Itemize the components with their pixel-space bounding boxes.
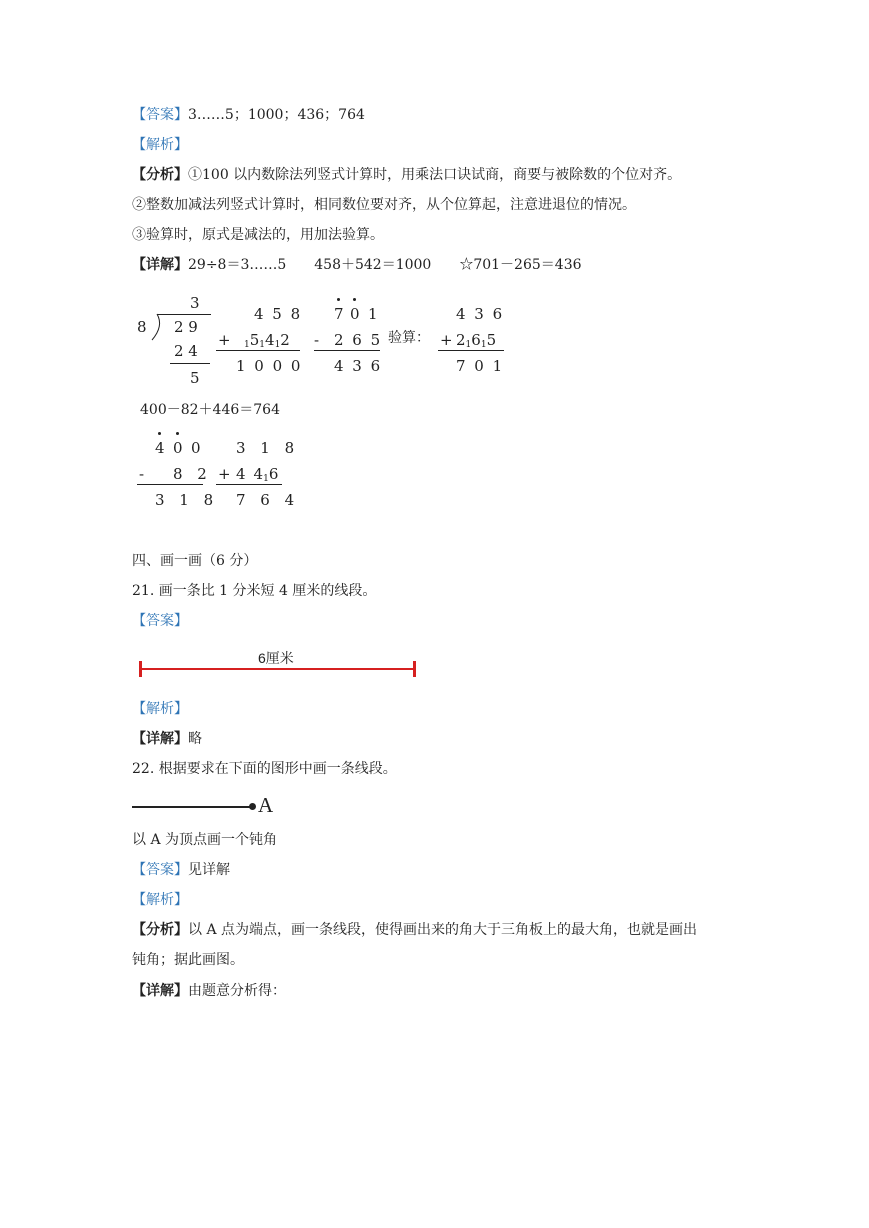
- segment-endcap-right: [413, 661, 416, 677]
- plus-sign: +: [218, 331, 231, 349]
- ray-figure: [132, 794, 282, 820]
- answer-text: 3……5；1000；436；764: [188, 107, 365, 123]
- minuend-digit: 0: [191, 439, 201, 457]
- answer-tag: 【答案】: [132, 613, 188, 629]
- minuend-digit: 7: [334, 305, 344, 323]
- difference-line: [137, 484, 203, 485]
- division-line: [170, 363, 210, 364]
- segment-endcap-left: [139, 661, 142, 677]
- detail-line: [132, 255, 582, 275]
- detail-tag: 【详解】: [132, 731, 188, 747]
- check-top: 4 3 6: [456, 305, 505, 323]
- difference-line: [314, 350, 380, 351]
- equation-2: 400－82＋446＝764: [140, 402, 280, 418]
- borrow-dot: [353, 298, 356, 301]
- subtrahend: 8 2: [173, 465, 212, 483]
- borrow-dot: [158, 432, 161, 435]
- sum-result: 7 6 4: [236, 491, 300, 509]
- q22-analysis-heading: [132, 890, 188, 910]
- difference-result: 4 3 6: [334, 357, 383, 375]
- analysis-tag: 【解析】: [132, 892, 188, 908]
- segment-line: [140, 668, 416, 670]
- section-heading: 四、画一画（6 分）: [132, 553, 258, 569]
- detail-tag: 【详解】: [132, 257, 188, 273]
- q21-detail: [132, 729, 202, 749]
- division-bar: [157, 314, 211, 315]
- q22-answer: [132, 860, 230, 880]
- addend-bottom: $_15_14_12$: [244, 331, 290, 350]
- detail-tag: 【详解】: [132, 983, 188, 999]
- note-3: ③验算时，原式是减法的，用加法验算。: [132, 227, 384, 243]
- detail-text: 略: [188, 731, 202, 747]
- q21-answer-heading: [132, 611, 188, 631]
- sum-result: 1 0 0 0: [236, 357, 303, 375]
- minus-sign: -: [314, 331, 320, 349]
- check-result: 7 0 1: [456, 357, 505, 375]
- analysis-tag: 【解析】: [132, 701, 188, 717]
- sum-line: [216, 350, 300, 351]
- addend-bottom: 4 $4_16$: [236, 465, 279, 484]
- analysis-heading: [132, 135, 188, 155]
- q22-instruction: 以 A 为顶点画一个钝角: [132, 832, 278, 848]
- check-label: 验算：: [388, 330, 430, 346]
- division-divisor: 8: [137, 318, 147, 336]
- question-22: 22. 根据要求在下面的图形中画一条线段。: [132, 761, 397, 777]
- ray-endpoint: [249, 803, 256, 810]
- minus-sign: -: [139, 465, 145, 483]
- minuend-digit: 1: [368, 305, 378, 323]
- division-bracket: [150, 314, 164, 342]
- answer-tag: 【答案】: [132, 107, 188, 123]
- subtrahend: 2 6 5: [334, 331, 383, 349]
- minuend-digit: 4: [155, 439, 165, 457]
- fenxi-tag: 【分析】: [132, 922, 188, 938]
- division-remainder: 5: [190, 369, 200, 387]
- q22-fenxi-cont: 钝角；据此画图。: [132, 952, 244, 968]
- division-quotient: 3: [190, 294, 200, 312]
- ray-line: [132, 806, 252, 808]
- point-label: A: [258, 793, 274, 817]
- difference-result: 3 1 8: [155, 491, 219, 509]
- borrow-dot: [337, 298, 340, 301]
- detail-text: 29÷8＝3……5 458＋542＝1000 ☆701－265＝436: [188, 257, 582, 273]
- segment-figure: [138, 648, 418, 676]
- addend-top: 3 1 8: [236, 439, 300, 457]
- question-21: 21. 画一条比 1 分米短 4 厘米的线段。: [132, 583, 377, 599]
- minuend-digit: 0: [173, 439, 183, 457]
- answer-line: [132, 105, 365, 125]
- analysis-tag: 【解析】: [132, 137, 188, 153]
- plus-sign: +: [218, 465, 231, 483]
- q22-fenxi: [132, 920, 697, 940]
- segment-label: 6厘米: [258, 650, 294, 666]
- addend-top: 4 5 8: [254, 305, 303, 323]
- q21-analysis-heading: [132, 699, 188, 719]
- sum-line: [216, 484, 282, 485]
- fenxi-tag: 【分析】: [132, 167, 188, 183]
- division-dividend: 2 9: [174, 318, 198, 336]
- answer-tag: 【答案】: [132, 862, 188, 878]
- fenxi-line: [132, 165, 681, 185]
- fenxi-text: 以 A 点为端点，画一条线段，使得画出来的角大于三角板上的最大角，也就是画出: [188, 922, 698, 938]
- check-plus: +: [440, 331, 453, 349]
- minuend-digit: 0: [350, 305, 360, 323]
- check-line: [438, 350, 504, 351]
- note-2: ②整数加减法列竖式计算时，相同数位要对齐，从个位算起，注意进退位的情况。: [132, 197, 636, 213]
- detail-text: 由题意分析得：: [188, 983, 286, 999]
- fenxi-text: ①100 以内数除法列竖式计算时，用乘法口诀试商，商要与被除数的个位对齐。: [188, 167, 682, 183]
- check-bottom: $2_16_15$: [456, 331, 497, 350]
- borrow-dot: [176, 432, 179, 435]
- division-product: 2 4: [174, 342, 198, 360]
- q22-detail: [132, 981, 286, 1001]
- answer-text: 见详解: [188, 862, 230, 878]
